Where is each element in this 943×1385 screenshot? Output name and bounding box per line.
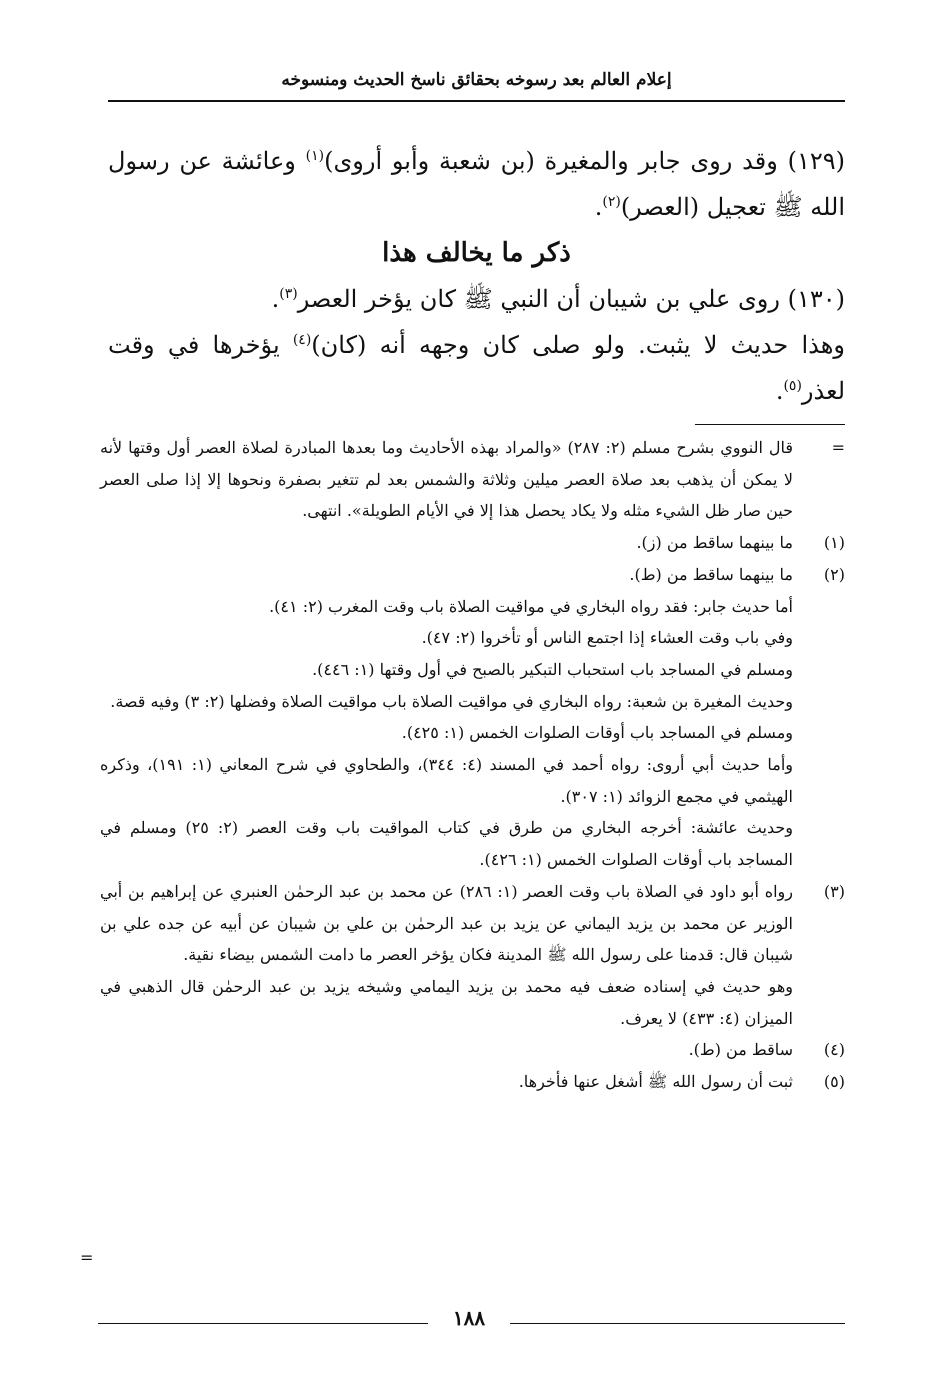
footnote-text: ثبت أن رسول الله ﷺ أشغل عنها فأخرها.	[518, 1072, 793, 1092]
p129-end: .	[594, 193, 603, 221]
footnote-1	[100, 527, 845, 559]
p130-end: .	[271, 285, 280, 313]
footnote-number: (٥)	[823, 1072, 845, 1092]
continuation-mark: =	[831, 438, 845, 457]
footer-rule-left	[98, 1323, 428, 1324]
footnote-2	[100, 559, 845, 591]
p129-lead: (١٢٩) وقد روى جابر والمغيرة (بن شعبة وأبو أروى)	[324, 147, 845, 175]
footer-rule-right	[510, 1323, 845, 1324]
footnote-number: (٣)	[823, 881, 845, 901]
footnote-continued	[100, 432, 845, 527]
footnote-ref-4[interactable]: (٤)	[292, 332, 312, 348]
footnote-text: ما بينهما ساقط من (ط).	[629, 564, 793, 584]
footnote-2-line: ومسلم في المساجد باب استحباب التبكير بالصبح في أول وقتها (١: ٤٤٦).	[312, 659, 793, 679]
footnote-3-line: وهو حديث في إسناده ضعف فيه محمد بن يزيد اليمامي وشيخه يزيد بن عبد الرحمٰن قال الذهبي في الميزان (٤: ٤٣٣) لا يعرف.	[100, 976, 793, 1028]
footnote-2-line: وأما حديث أبي أروى: رواه أحمد في المسند (٤: ٣٤٤)، والطحاوي في شرح المعاني (١: ١٩١)، وذكره الهيثمي في مجمع الزوائد (١: ٣٠٧).	[100, 755, 794, 806]
p131-mid: يؤخرها في وقت لعذر	[108, 331, 845, 405]
header-rule	[108, 100, 845, 102]
paragraph-129	[108, 138, 845, 230]
footnote-text: رواه أبو داود في الصلاة باب وقت العصر (١: ٢٨٦) عن محمد بن عبد الرحمٰن العنبري عن إبراهيم بن أبي الوزير عن محمد بن يزيد اليماني عن يزيد بن عبد الرحمٰن بن علي بن شيبان عن أبيه عن جده علي بن شيبان قال: قدمنا على رسول الله ﷺ المدينة فكان يؤخر العصر ما دامت الشمس بيضاء نقية.	[100, 881, 794, 965]
footnote-number: (٤)	[823, 1040, 845, 1060]
footnote-2-line: وفي باب وقت العشاء إذا اجتمع الناس أو تأخروا (٢: ٤٧).	[421, 628, 793, 648]
footnote-text: قال النووي بشرح مسلم (٢: ٢٨٧) «والمراد بهذه الأحاديث وما بعدها المبادرة لصلاة العصر أول وقتها لأنه لا يمكن أن يذهب بعد صلاة العصر ميلين وثلاثة والشمس بعد لم تتغير بصفرة ونحوها إلا إذا صلى العصر حين صار ظل الشيء مثله ولا يكاد يحصل هذا إلا في الأيام الطويلة». انتهى.	[100, 438, 794, 521]
footnote-text: ساقط من (ط).	[688, 1040, 793, 1060]
footnote-number: (١)	[823, 533, 845, 553]
continuation-mark-end: =	[80, 1248, 94, 1267]
footnote-number: (٢)	[823, 564, 845, 584]
footnote-text: ما بينهما ساقط من (ز).	[636, 533, 793, 553]
page-number: ١٨٨	[452, 1306, 486, 1330]
footnote-4	[100, 1034, 845, 1066]
footnote-ref-5[interactable]: (٥)	[783, 378, 802, 394]
footnote-ref-2[interactable]: (٢)	[602, 194, 621, 210]
running-head: إعلام العالم بعد رسوخه بحقائق ناسخ الحديث ومنسوخه	[281, 70, 672, 90]
footnote-ref-1[interactable]: (١)	[305, 148, 325, 164]
footnotes	[100, 432, 845, 1098]
main-text	[108, 138, 845, 414]
footnote-2-line: ومسلم في المساجد باب أوقات الصلوات الخمس (١: ٤٢٥).	[401, 723, 793, 743]
p131-lead: وهذا حديث لا يثبت. ولو صلى كان وجهه أنه (كان)	[311, 331, 845, 359]
section-heading: ذكر ما يخالف هذا	[382, 238, 571, 268]
footnote-5	[100, 1066, 845, 1098]
paragraph-130	[108, 276, 845, 322]
footnote-separator	[695, 424, 845, 425]
footnote-ref-3[interactable]: (٣)	[279, 286, 298, 302]
p129-mid: وعائشة عن رسول الله ﷺ تعجيل (العصر)	[108, 147, 845, 221]
paragraph-131	[108, 322, 845, 414]
footnote-2-line: أما حديث جابر: فقد رواه البخاري في مواقيت الصلاة باب وقت المغرب (٢: ٤١).	[269, 596, 793, 616]
footnote-2-line: وحديث عائشة: أخرجه البخاري من طرق في كتاب المواقيت باب وقت العصر (٢: ٢٥) ومسلم في المساجد باب أوقات الصلوات الخمس (١: ٤٢٦).	[100, 818, 793, 870]
footnote-2-line: وحديث المغيرة بن شعبة: رواه البخاري في مواقيت الصلاة باب مواقيت الصلاة وفضلها (٢: ٣) وفيه قصة.	[110, 691, 793, 711]
p131-end: .	[775, 377, 784, 405]
footnote-3	[100, 876, 845, 971]
p130-lead: (١٣٠) روى علي بن شيبان أن النبي ﷺ كان يؤخر العصر	[297, 285, 845, 313]
